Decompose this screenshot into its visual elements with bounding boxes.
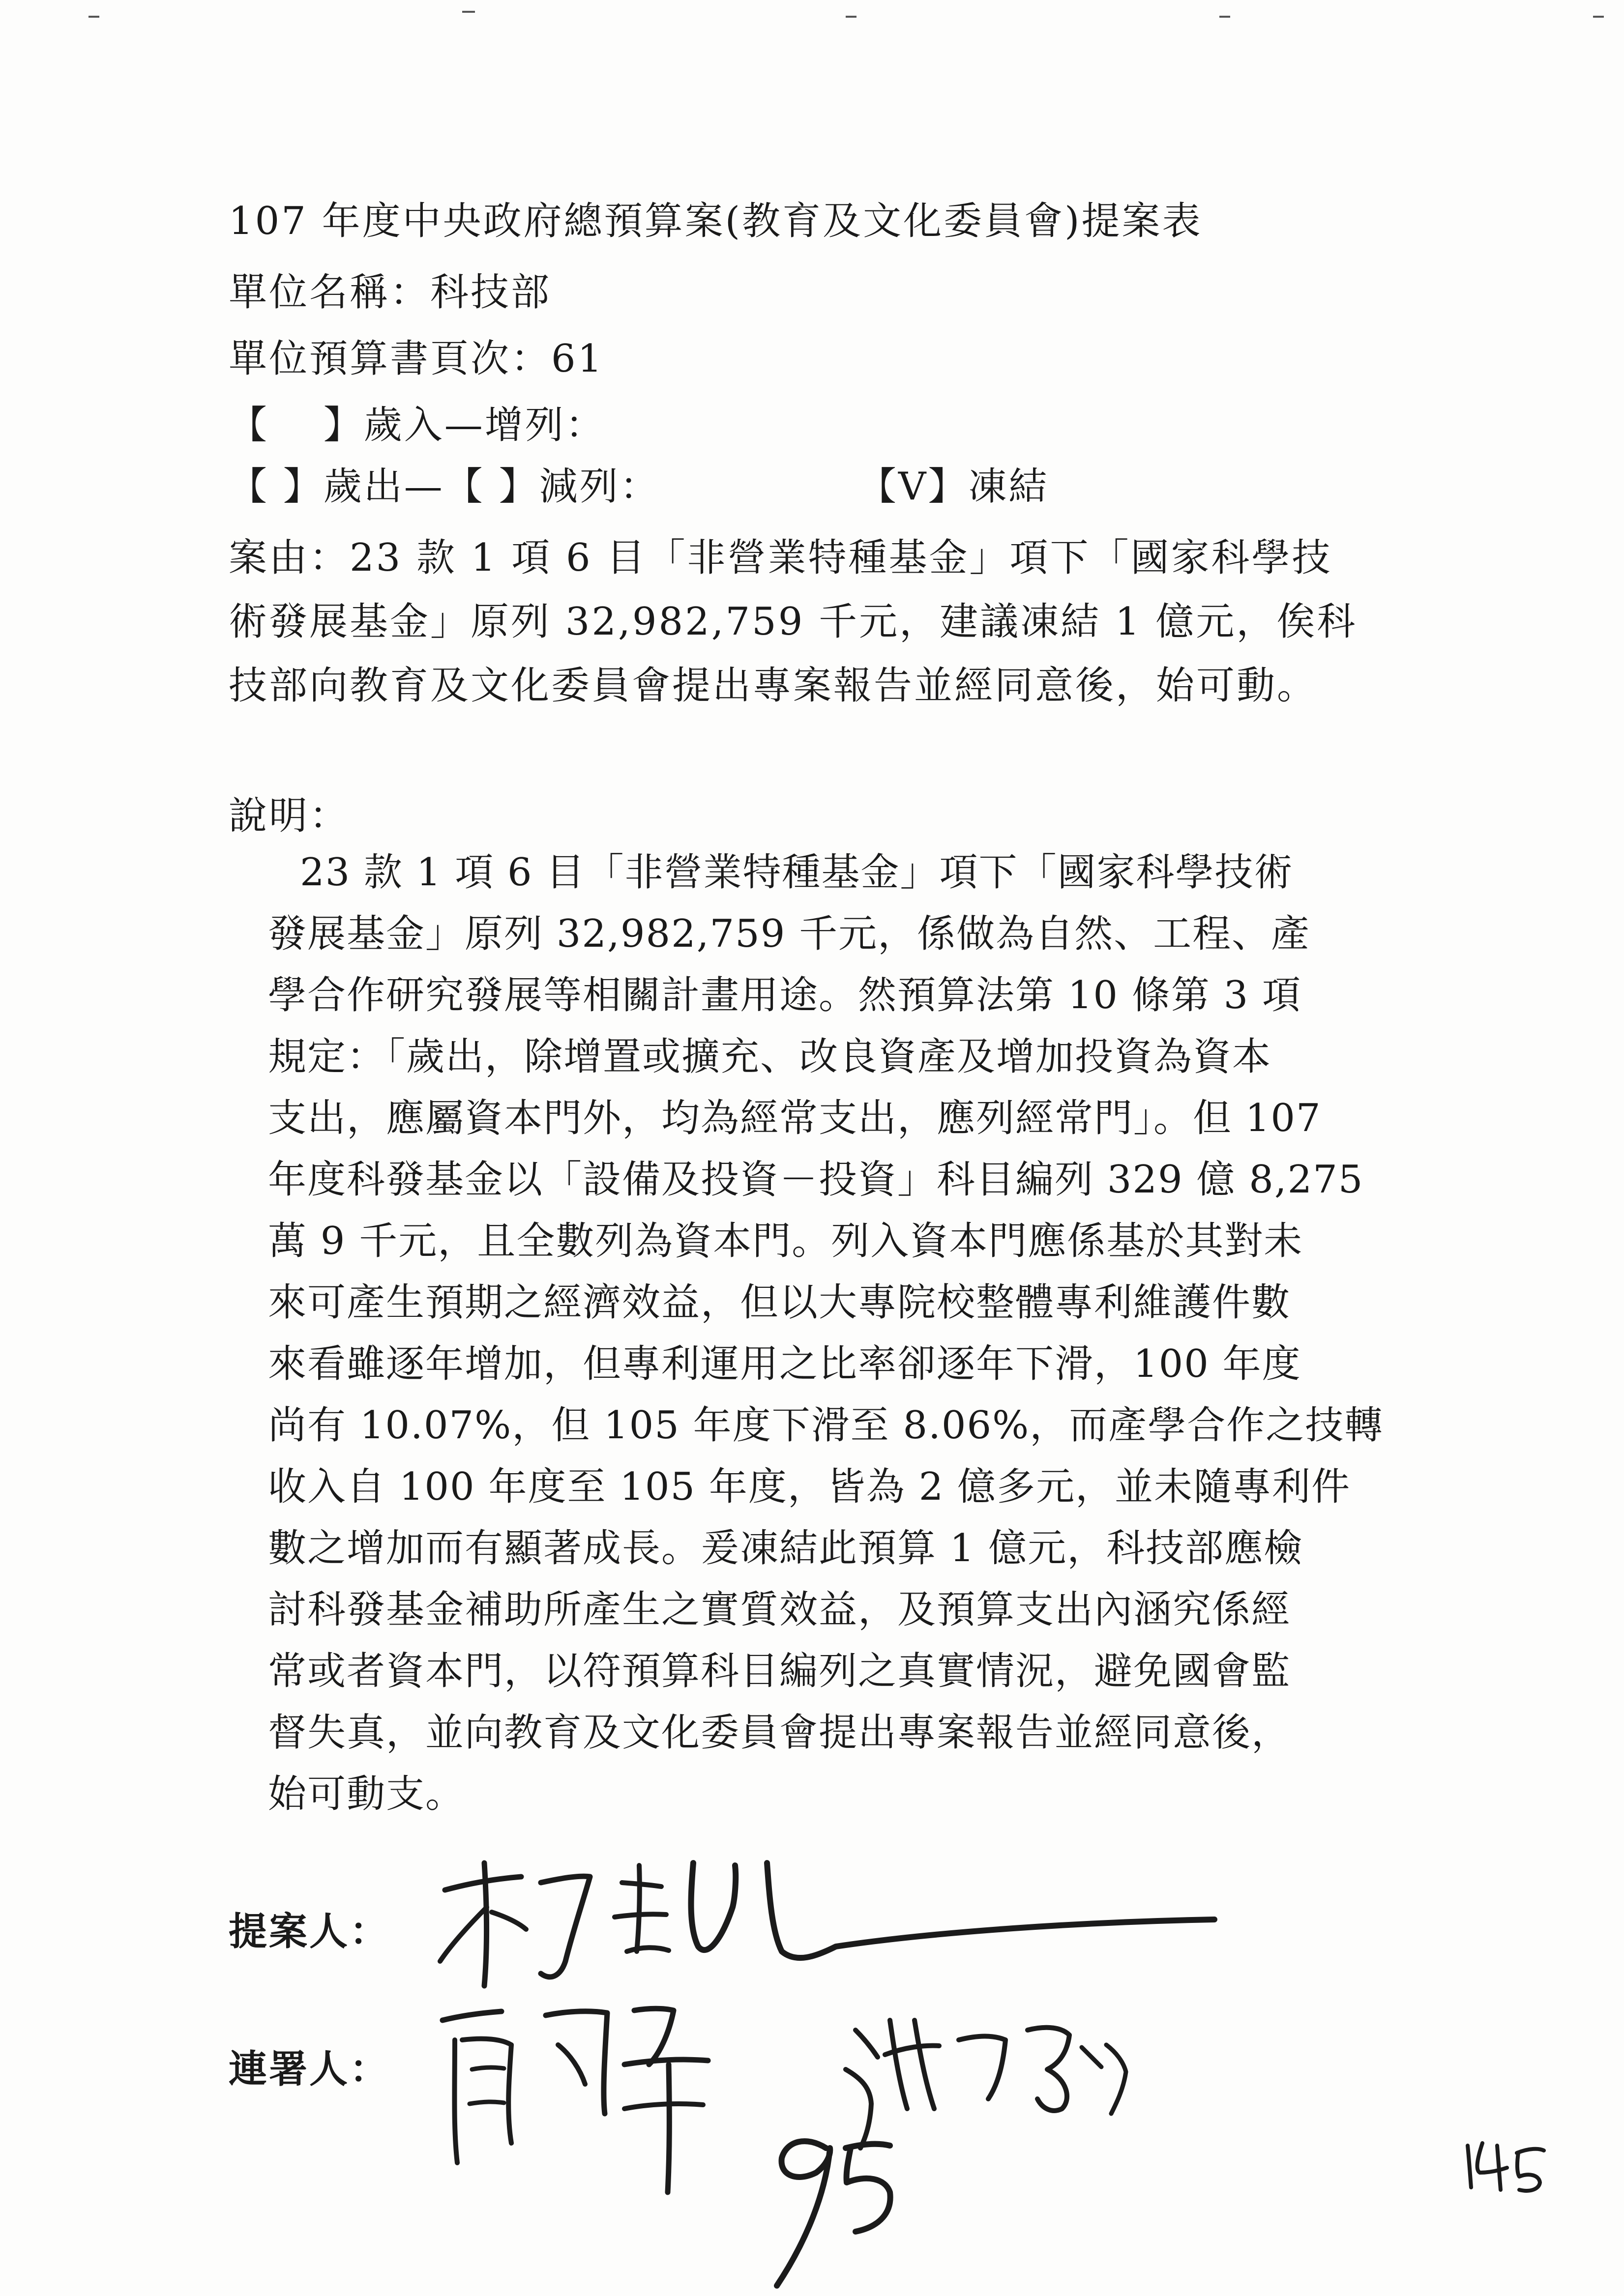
unit-name: 單位名稱：科技部 — [229, 270, 552, 315]
reason-line: 案由：23 款 1 項 6 目「非營業特種基金」項下「國家科學技 — [229, 536, 1332, 580]
explanation-line: 始可動支。 — [268, 1772, 465, 1816]
explanation-heading: 說明： — [229, 794, 350, 838]
explanation-line: 尚有 10.07%，但 105 年度下滑至 8.06%，而產學合作之技轉 — [268, 1403, 1384, 1448]
explanation-line: 討科發基金補助所產生之實質效益，及預算支出內涵究係經 — [268, 1588, 1291, 1632]
explanation-line: 規定：「歲出，除增置或擴充、改良資產及增加投資為資本 — [268, 1035, 1272, 1079]
explanation-line: 收入自 100 年度至 105 年度，皆為 2 億多元，並未隨專利件 — [268, 1465, 1351, 1509]
reason-line: 技部向教育及文化委員會提出專案報告並經同意後，始可動。 — [229, 664, 1318, 708]
expense-reduction-line: 【 】歲出—【 】減列： — [229, 465, 660, 509]
proposer-signature — [440, 1863, 1214, 1986]
explanation-line: 來看雖逐年增加，但專利運用之比率卻逐年下滑，100 年度 — [268, 1342, 1301, 1386]
explanation-line: 學合作研究發展等相關計畫用途。然預算法第 10 條第 3 項 — [268, 973, 1302, 1017]
revenue-increase-line: 【 】歲入—增列： — [229, 403, 606, 447]
reason-line: 術發展基金」原列 32,982,759 千元，建議凍結 1 億元，俟科 — [229, 600, 1358, 644]
document-title: 107 年度中央政府總預算案(教育及文化委員會)提案表 — [229, 199, 1203, 243]
cosigner-label: 連署人： — [229, 2047, 390, 2092]
explanation-line: 23 款 1 項 6 目「非營業特種基金」項下「國家科學技術 — [300, 850, 1294, 895]
proposer-label: 提案人： — [229, 1910, 390, 1954]
cosigner-signatures — [443, 2008, 1544, 2286]
explanation-line: 萬 9 千元，且全數列為資本門。列入資本門應係基於其對未 — [268, 1219, 1303, 1263]
budget-page-number: 單位預算書頁次：61 — [229, 337, 604, 381]
explanation-line: 督失真，並向教育及文化委員會提出專案報告並經同意後， — [268, 1711, 1291, 1755]
freeze-checkbox-line: 【V】凍結 — [858, 465, 1049, 509]
explanation-line: 常或者資本門，以符預算科目編列之真實情況，避免國會監 — [268, 1649, 1291, 1693]
explanation-line: 支出，應屬資本門外，均為經常支出，應列經常門」。但 107 — [268, 1096, 1322, 1140]
explanation-line: 來可產生預期之經濟效益，但以大專院校整體專利維護件數 — [268, 1280, 1291, 1325]
explanation-line: 年度科發基金以「設備及投資－投資」科目編列 329 億 8,275 — [268, 1158, 1364, 1202]
explanation-line: 數之增加而有顯著成長。爰凍結此預算 1 億元，科技部應檢 — [268, 1526, 1303, 1570]
explanation-line: 發展基金」原列 32,982,759 千元，係做為自然、工程、產 — [268, 912, 1311, 956]
